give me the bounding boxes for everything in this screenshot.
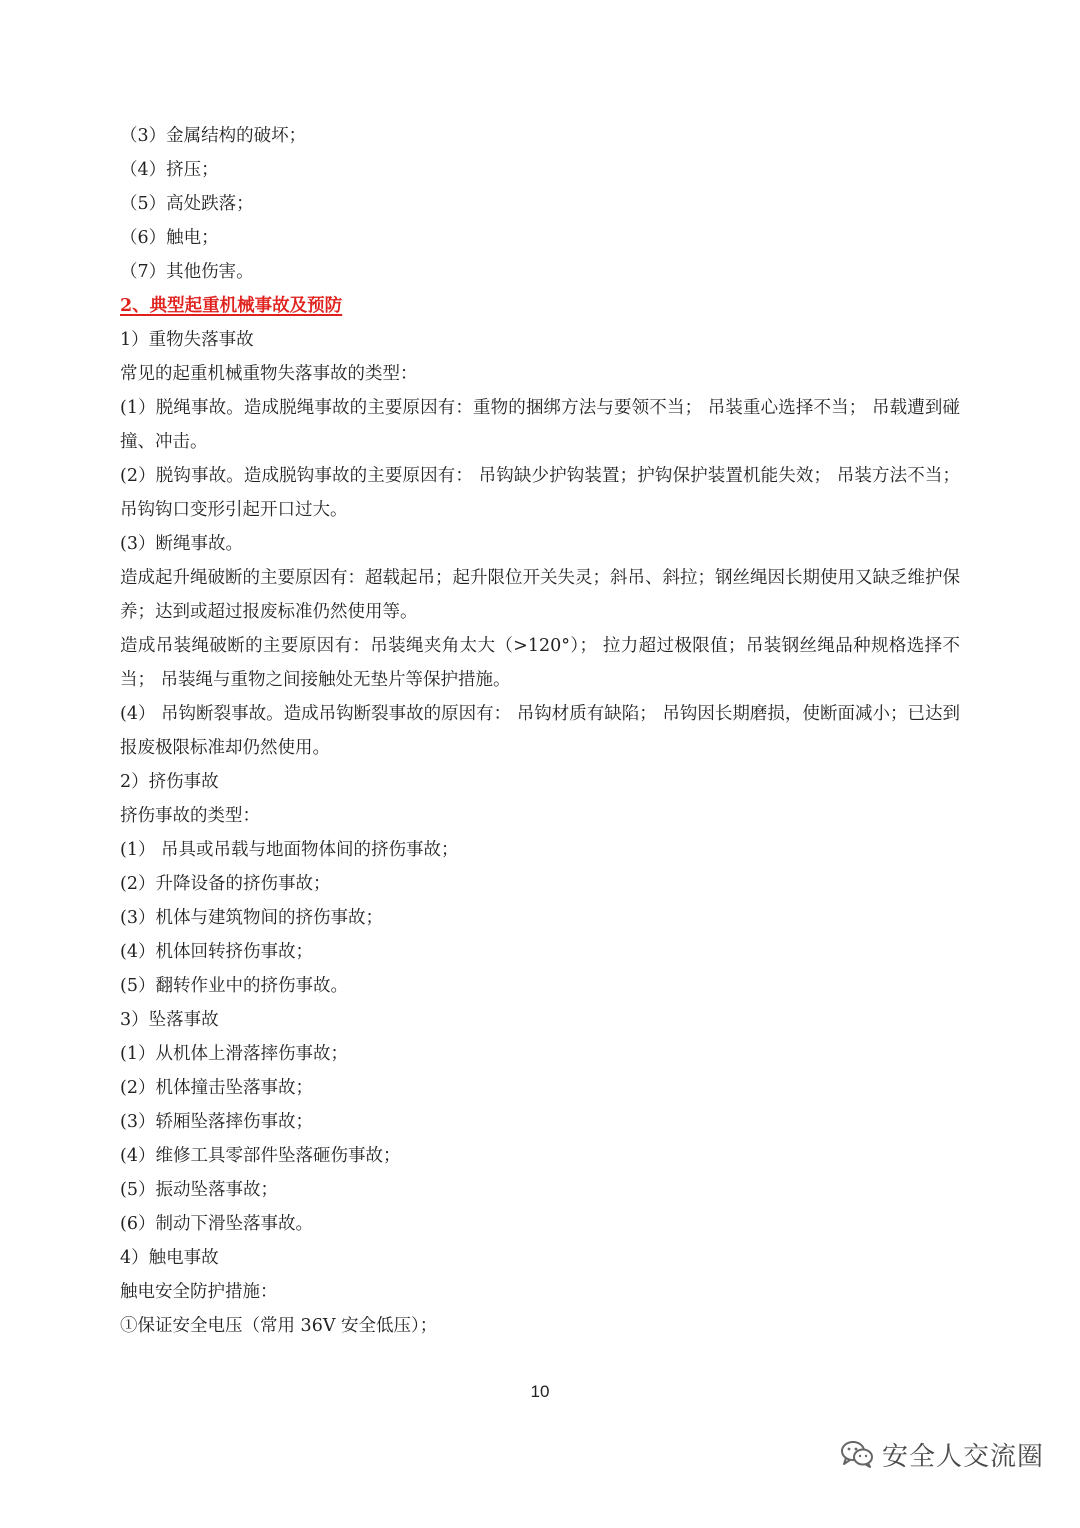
list-item: (6）制动下滑坠落事故。 <box>120 1214 313 1234</box>
paragraph: (3）断绳事故。 <box>120 534 243 554</box>
list-item: （3）金属结构的破坏； <box>120 126 307 146</box>
list-item: (2）机体撞击坠落事故； <box>120 1078 313 1098</box>
list-item: ①保证安全电压（常用 36V 安全低压）； <box>120 1316 438 1336</box>
watermark <box>840 1434 1044 1474</box>
list-item: (3）轿厢坠落摔伤事故； <box>120 1112 313 1132</box>
paragraph: 触电安全防护措施： <box>120 1282 278 1302</box>
page-number: 10 <box>530 1382 550 1401</box>
list-item: (2）升降设备的挤伤事故； <box>120 874 331 894</box>
subsection-title: 2）挤伤事故 <box>120 772 219 792</box>
paragraph: (4） 吊钩断裂事故。造成吊钩断裂事故的原因有： 吊钩材质有缺陷； 吊钩因长期磨损，使断面减小；已达到报废极限标准却仍然使用。 <box>120 704 960 758</box>
subsection-title: 3）坠落事故 <box>120 1010 219 1030</box>
paragraph: 造成起升绳破断的主要原因有：超载起吊；起升限位开关失灵；斜吊、斜拉；钢丝绳因长期使用又缺乏维护保养；达到或超过报废标准仍然使用等。 <box>120 568 960 622</box>
list-item: （6）触电； <box>120 228 219 248</box>
list-item: (1）从机体上滑落摔伤事故； <box>120 1044 348 1064</box>
list-item: (5）振动坠落事故； <box>120 1180 278 1200</box>
paragraph: (1）脱绳事故。造成脱绳事故的主要原因有：重物的捆绑方法与要领不当； 吊装重心选择不当； 吊载遭到碰撞、冲击。 <box>120 398 960 452</box>
list-item: （7）其他伤害。 <box>120 262 254 282</box>
list-item: (1） 吊具或吊载与地面物体间的挤伤事故； <box>120 840 459 860</box>
list-item: (3）机体与建筑物间的挤伤事故； <box>120 908 383 928</box>
subsection-title: 1）重物失落事故 <box>120 330 254 350</box>
paragraph: 造成吊装绳破断的主要原因有：吊装绳夹角太大（>120°）； 拉力超过极限值；吊装钢丝绳品种规格选择不当； 吊装绳与重物之间接触处无垫片等保护措施。 <box>120 636 960 690</box>
list-item: (4）维修工具零部件坠落砸伤事故； <box>120 1146 401 1166</box>
wechat-icon <box>840 1439 874 1469</box>
paragraph: (2）脱钩事故。造成脱钩事故的主要原因有： 吊钩缺少护钩装置；护钩保护装置机能失效； 吊装方法不当； 吊钩钩口变形引起开口过大。 <box>120 466 960 520</box>
list-item: (5）翻转作业中的挤伤事故。 <box>120 976 348 996</box>
document-body <box>120 119 960 1343</box>
list-item: （5）高处跌落； <box>120 194 254 214</box>
paragraph: 挤伤事故的类型： <box>120 806 260 826</box>
paragraph: 常见的起重机械重物失落事故的类型： <box>120 364 418 384</box>
subsection-title: 4）触电事故 <box>120 1248 219 1268</box>
watermark-text: 安全人交流圈 <box>881 1441 1044 1472</box>
list-item: （4）挤压； <box>120 160 219 180</box>
list-item: (4）机体回转挤伤事故； <box>120 942 313 962</box>
section-heading: 2、典型起重机械事故及预防 <box>120 296 343 316</box>
